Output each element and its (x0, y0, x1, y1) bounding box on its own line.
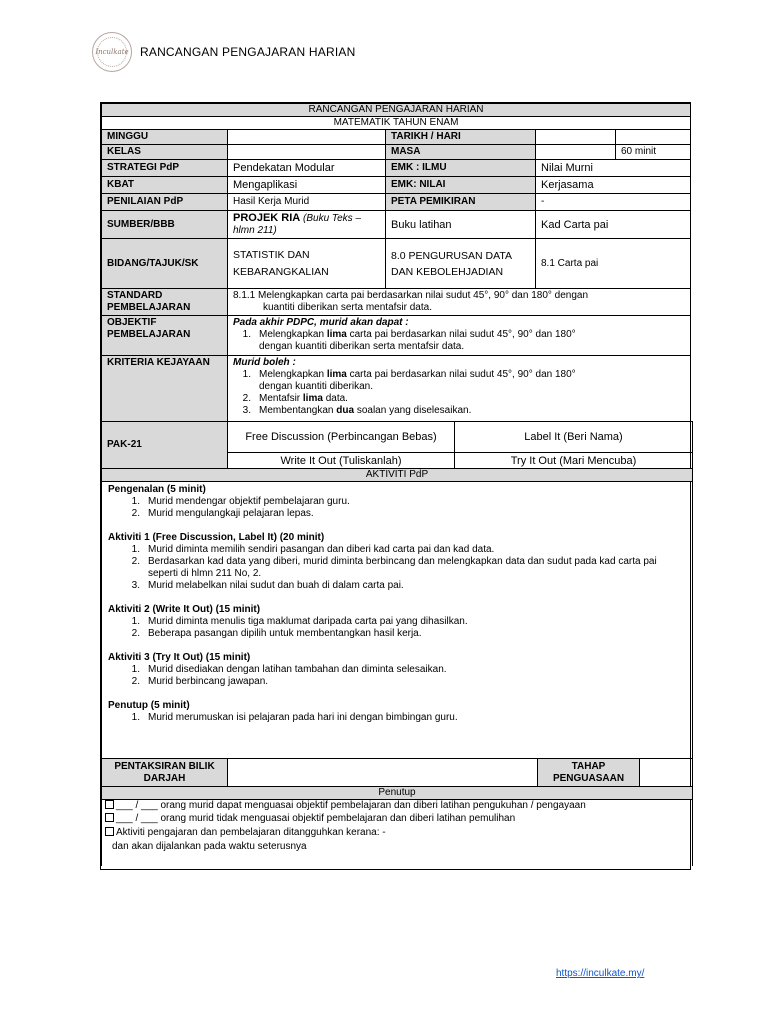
aktiviti-content (102, 482, 693, 759)
sumber-value-1 (228, 211, 386, 239)
pak21-free-discussion: Free Discussion (Perbincangan Bebas) (228, 422, 455, 453)
sumber-italic: (Buku Teks – hlmn 211) (233, 213, 362, 236)
bidang-label: BIDANG/TAJUK/SK (102, 239, 228, 289)
section-aktiviti3-list (108, 664, 686, 688)
sumber-bold: PROJEK RIA (233, 212, 301, 224)
strategi-label: STRATEGI PdP (102, 160, 228, 177)
masa-label: MASA (386, 145, 536, 160)
kriteria-value (228, 356, 691, 422)
kbat-label: KBAT (102, 177, 228, 194)
kelas-label: KELAS (102, 145, 228, 160)
refleksi-line-3: Aktiviti pengajaran dan pembelajaran ditangguhkan kerana: - (102, 826, 692, 840)
kriteria-item: 3. Membentangkan dua soalan yang diselesaikan. (242, 405, 472, 416)
list-item: 2. Beberapa pasangan dipilih untuk membentangkan hasil kerja. (131, 628, 422, 639)
tarikh-label: TARIKH / HARI (386, 130, 536, 145)
emk-ilmu-value: Nilai Murni (536, 160, 691, 177)
section-pengenalan-title: Pengenalan (5 minit) (108, 484, 206, 495)
lesson-plan-table (101, 103, 691, 422)
objektif-list (233, 329, 685, 353)
section-aktiviti2-list (108, 616, 686, 640)
section-penutup-list (108, 712, 686, 724)
list-item: 2. Murid berbincang jawapan. (131, 676, 269, 687)
pentaksiran-table (101, 758, 693, 866)
refleksi-content (102, 800, 693, 866)
brand-logo-text: Inculkate (95, 48, 129, 56)
tahap-label: TAHAP PENGUASAAN (538, 759, 640, 787)
checkbox-icon[interactable] (105, 827, 114, 836)
pak21-label: PAK-21 (102, 422, 228, 469)
pentaksiran-value[interactable] (228, 759, 538, 787)
kriteria-label: KRITERIA KEJAYAAN (102, 356, 228, 422)
emk-nilai-label: EMK: NILAI (386, 177, 536, 194)
pak21-write-it-out: Write It Out (Tuliskanlah) (228, 453, 455, 469)
checkbox-icon[interactable] (105, 813, 114, 822)
aktiviti-header: AKTIVITI PdP (102, 469, 693, 482)
list-item: 2. Berdasarkan kad data yang diberi, murid diminta berbincang dan melengkapkan data dan sudut pada kad carta pai seperti di hlmn 211 No, 2. (131, 556, 657, 579)
tajuk-value: 8.0 PENGURUSAN DATA DAN KEBOLEHJADIAN (386, 239, 536, 289)
emk-ilmu-label: EMK : ILMU (386, 160, 536, 177)
kbat-value: Mengaplikasi (228, 177, 386, 194)
standard-value (228, 289, 691, 316)
minggu-value[interactable] (228, 130, 386, 145)
standard-line-2: kuantiti diberikan serta mentafsir data. (263, 302, 432, 313)
sk-value: 8.1 Carta pai (536, 239, 691, 289)
objektif-value (228, 316, 691, 356)
penilaian-value: Hasil Kerja Murid (228, 194, 386, 211)
objektif-item (233, 329, 685, 353)
sumber-value-3: Kad Carta pai (536, 211, 691, 239)
hari-value[interactable] (616, 130, 691, 145)
standard-line-1: 8.1.1 Melengkapkan carta pai berdasarkan nilai sudut 45°, 90° dan 180° dengan (233, 290, 589, 301)
brand-logo (92, 32, 132, 72)
kriteria-item: 1. Melengkapkan lima carta pai berdasarkan nilai sudut 45°, 90° dan 180° dengan kuantiti diberikan. (242, 369, 576, 392)
pak21-table (101, 421, 693, 759)
kriteria-intro: Murid boleh : (233, 357, 296, 368)
tahap-value[interactable] (640, 759, 693, 787)
strategi-value: Pendekatan Modular (228, 160, 386, 177)
inculkate-link[interactable]: https://inculkate.my/ (556, 968, 645, 979)
lesson-plan-document (100, 102, 691, 870)
pak21-label-it: Label It (Beri Nama) (455, 422, 693, 453)
pentaksiran-label: PENTAKSIRAN BILIK DARJAH (102, 759, 228, 787)
emk-nilai-value: Kerjasama (536, 177, 691, 194)
sumber-label: SUMBER/BBB (102, 211, 228, 239)
kriteria-list (233, 369, 685, 417)
refleksi-line-2: ___ / ___ orang murid tidak menguasai objektif pembelajaran dan diberi latihan pemulihan (102, 813, 692, 826)
list-item: 1. Murid diminta menulis tiga maklumat daripada carta pai yang dihasilkan. (131, 616, 468, 627)
section-aktiviti2-title: Aktiviti 2 (Write It Out) (15 minit) (108, 604, 261, 615)
standard-label: STANDARD PEMBELAJARAN (102, 289, 228, 316)
peta-label: PETA PEMIKIRAN (386, 194, 536, 211)
section-aktiviti1-list (108, 544, 686, 592)
aktiviti-block (102, 482, 692, 724)
bidang-value: STATISTIK DAN KEBARANGKALIAN (228, 239, 386, 289)
refleksi-line-1: ___ / ___ orang murid dapat menguasai objektif pembelajaran dan diberi latihan pengukuhan / pengayaan (102, 800, 692, 813)
masa-value: 60 minit (616, 145, 691, 160)
list-item: 1. Murid diminta memilih sendiri pasangan dan diberi kad carta pai dan kad data. (131, 544, 495, 555)
list-item: 2. Murid mengulangkaji pelajaran lepas. (131, 508, 314, 519)
section-penutup-title: Penutup (5 minit) (108, 700, 190, 711)
penilaian-label: PENILAIAN PdP (102, 194, 228, 211)
kriteria-item: 2. Mentafsir lima data. (242, 393, 348, 404)
list-item: 3. Murid melabelkan nilai sudut dan buah di dalam carta pai. (131, 580, 404, 591)
kelas-value[interactable] (228, 145, 386, 160)
sumber-value-2: Buku latihan (386, 211, 536, 239)
objektif-item-text: Melengkapkan lima carta pai berdasarkan nilai sudut 45°, 90° dan 180° dengan kuantiti diberikan serta mentafsir data. (259, 329, 576, 352)
section-aktiviti3-title: Aktiviti 3 (Try It Out) (15 minit) (108, 652, 251, 663)
peta-value: - (536, 194, 691, 211)
masa-blank[interactable] (536, 145, 616, 160)
refleksi-line-4: dan akan dijalankan pada waktu seterusnya (112, 841, 307, 852)
checkbox-icon[interactable] (105, 800, 114, 809)
subject-title: MATEMATIK TAHUN ENAM (102, 117, 691, 130)
page-header-title: RANCANGAN PENGAJARAN HARIAN (140, 45, 356, 59)
section-pengenalan-list (108, 496, 686, 520)
tarikh-value[interactable] (536, 130, 616, 145)
section-aktiviti1-title: Aktiviti 1 (Free Discussion, Label It) (20 minit) (108, 532, 325, 543)
page-header (92, 32, 355, 72)
list-item: 1. Murid disediakan dengan latihan tambahan dan diminta selesaikan. (131, 664, 447, 675)
document-title: RANCANGAN PENGAJARAN HARIAN (102, 104, 691, 117)
pak21-try-it-out: Try It Out (Mari Mencuba) (455, 453, 693, 469)
objektif-label: OBJEKTIF PEMBELAJARAN (102, 316, 228, 356)
penutup-header: Penutup (102, 787, 693, 800)
objektif-item-number: 1. (242, 329, 251, 340)
objektif-intro: Pada akhir PDPC, murid akan dapat : (233, 317, 409, 328)
list-item: 1. Murid merumuskan isi pelajaran pada hari ini dengan bimbingan guru. (131, 712, 458, 723)
minggu-label: MINGGU (102, 130, 228, 145)
list-item: 1. Murid mendengar objektif pembelajaran guru. (131, 496, 350, 507)
